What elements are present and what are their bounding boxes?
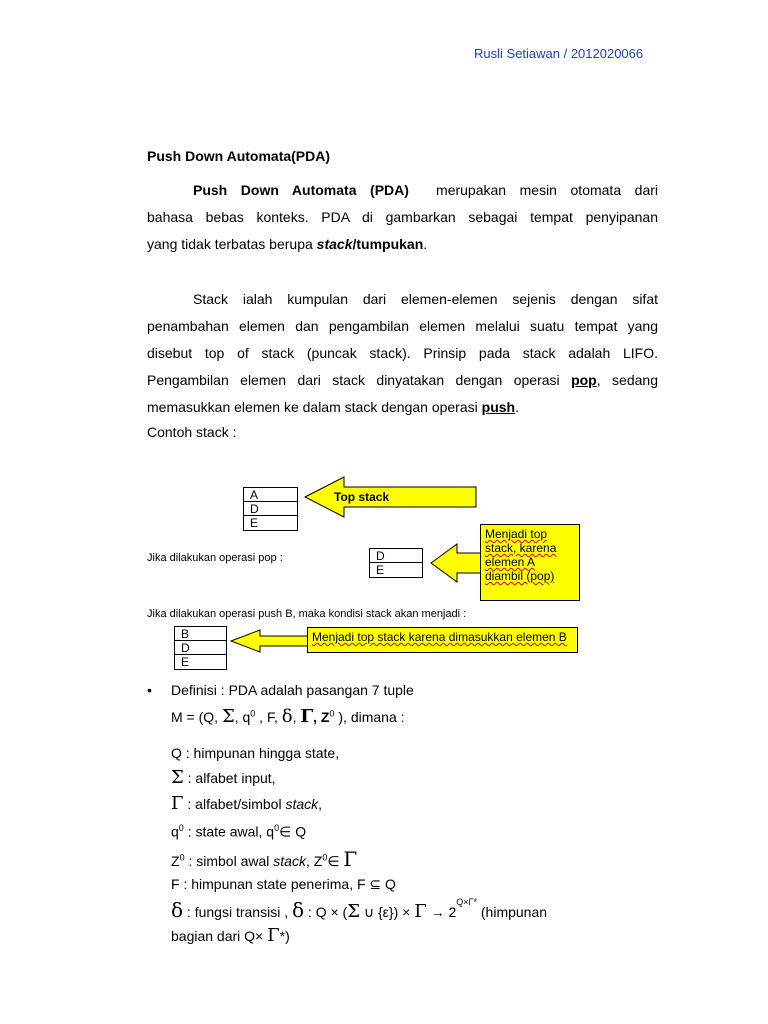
intro-paragraph: [147, 177, 658, 258]
def-sigma: [171, 767, 276, 788]
stack-cell: D: [175, 641, 226, 655]
push-operation-label: Jika dilakukan operasi push B, maka kondisi stack akan menjadi :: [147, 608, 467, 620]
def-z0-italic: stack: [273, 853, 306, 869]
gamma-symbol: Γ: [267, 925, 280, 946]
def-z0: [171, 847, 357, 871]
def-delta-text2: : Q × (: [304, 904, 348, 920]
delta-symbol: δ: [291, 898, 305, 922]
pop-term: pop: [571, 372, 597, 388]
def-sigma-text: : alfabet input,: [183, 770, 276, 786]
bullet: •: [147, 682, 152, 698]
def-z0-d: ∈: [327, 853, 344, 869]
stack-line-5: [147, 394, 658, 421]
tuple-f: , F,: [255, 709, 282, 725]
stack-line4-prefix: Pengambilan elemen dari stack dinyatakan dengan operasi: [147, 372, 572, 388]
tuple-q: , q: [234, 709, 251, 725]
push-callout: [307, 627, 578, 653]
sigma-symbol: Σ: [221, 706, 235, 727]
push-term: push: [481, 399, 516, 415]
def-z0-b: : simbol awal: [184, 853, 274, 869]
pop-operation-label: Jika dilakukan operasi pop :: [147, 552, 283, 564]
stack-cell: D: [370, 549, 422, 563]
gamma-symbol: Γ: [414, 901, 427, 922]
def-q: Q : himpunan hingga state,: [171, 745, 340, 761]
def-z0-c: , Z: [305, 853, 323, 869]
sigma-symbol: Σ: [171, 767, 184, 788]
def-z0-sub2: 0: [322, 852, 328, 863]
tuple-suffix: ), dimana :: [334, 709, 405, 725]
def-q0: [171, 823, 306, 841]
def-delta-text1: : fungsi transisi ,: [183, 904, 292, 920]
def-bagian-suffix: *): [279, 928, 290, 944]
stack-line-3: disebut top of stack (puncak stack). Prinsip pada stack adalah LIFO.: [147, 345, 658, 361]
author-line: Rusli Setiawan / 2012020066: [474, 46, 644, 61]
gamma-symbol: Γ: [300, 706, 314, 727]
stack-paragraph: [147, 286, 658, 421]
tuple-prefix: M = (Q,: [171, 709, 222, 725]
tuple-z-sub: 0: [329, 708, 335, 719]
stack-line-1: Stack ialah kumpulan dari elemen-elemen sejenis dengan sifat: [193, 291, 658, 307]
stack-line5-suffix: .: [515, 399, 519, 415]
stack-cell: E: [250, 516, 259, 530]
push-callout-text: Menjadi top stack karena dimasukkan elemen B: [312, 630, 567, 644]
def-gamma-italic: stack: [285, 796, 319, 812]
stack-line5-prefix: memasukkan elemen ke dalam stack dengan operasi: [147, 399, 482, 415]
stack-line4-suffix: , sedang: [596, 372, 658, 388]
stack-after-pop: [369, 548, 423, 578]
intro-line-3: [147, 231, 658, 258]
delta-symbol: δ: [171, 898, 184, 922]
section-heading: Push Down Automata(PDA): [147, 148, 331, 164]
def-bagian: [171, 925, 290, 946]
pop-callout: [480, 524, 580, 601]
intro-line3-end: .: [423, 236, 428, 252]
intro-bold-term: Push Down Automata (PDA): [193, 182, 409, 198]
intro-stack-term: stack: [316, 236, 353, 252]
def-delta-text3: ∪ {ε}) ×: [359, 904, 415, 920]
definition-line: Definisi : PDA adalah pasangan 7 tuple: [171, 682, 414, 698]
stack-line-2: penambahan elemen dan pengambilan elemen melalui suatu tempat yang: [147, 318, 658, 334]
def-z0-a: Z: [171, 853, 180, 869]
def-bagian-prefix: bagian dari Q×: [171, 928, 268, 944]
def-q0-a: q: [171, 823, 179, 840]
intro-line-1: [147, 177, 658, 204]
def-gamma: [171, 793, 322, 814]
arrow-push: [230, 628, 314, 654]
def-q0-b: : state awal, q: [183, 823, 275, 840]
def-delta-arrow: → 2: [426, 904, 457, 920]
def-q0-sub: 0: [178, 823, 184, 833]
tuple-z: , Z: [313, 709, 330, 725]
stack-after-push: [174, 626, 227, 670]
gamma-symbol: Γ: [343, 847, 358, 871]
stack-cell: E: [376, 563, 385, 577]
stack-cell: B: [175, 627, 226, 641]
example-label: Contoh stack :: [147, 424, 237, 440]
gamma-symbol: Γ: [171, 793, 184, 814]
stack-cell: A: [244, 488, 297, 502]
intro-line1-text: merupakan mesin otomata dari: [436, 182, 659, 198]
def-f: F : himpunan state penerima, F ⊆ Q: [171, 876, 396, 892]
def-q0-sub2: 0: [274, 823, 280, 833]
stack-initial: [243, 487, 298, 531]
stack-cell: E: [181, 655, 190, 669]
intro-line3-prefix: yang tidak terbatas berupa: [147, 236, 317, 252]
arrow-top-stack: [304, 476, 478, 518]
tuple-definition: [171, 706, 405, 727]
def-q0-c: ∈ Q: [279, 823, 307, 840]
intro-tumpukan-term: /tumpukan: [352, 236, 424, 252]
pop-callout-text: Menjadi top stack, karena elemen A diambil (pop): [485, 527, 557, 583]
arrow-top-stack-label: Top stack: [334, 490, 390, 504]
sigma-symbol: Σ: [347, 901, 360, 922]
def-delta-text4: (himpunan: [477, 904, 548, 920]
def-delta-sup: Q×Γ*: [456, 897, 477, 908]
stack-cell: D: [244, 502, 297, 516]
def-z0-sub: 0: [179, 852, 185, 863]
delta-symbol: δ: [281, 706, 293, 727]
tuple-comma: ,: [292, 709, 301, 725]
def-gamma-text: : alfabet/simbol: [183, 796, 286, 812]
def-delta: [171, 898, 659, 922]
tuple-q-sub: 0: [250, 708, 256, 719]
stack-line-4: [147, 367, 658, 394]
arrow-pop: [430, 543, 482, 583]
intro-line-2: bahasa bebas konteks. PDA di gambarkan sebagai tempat penyipanan: [147, 209, 658, 225]
def-gamma-end: ,: [318, 796, 323, 812]
